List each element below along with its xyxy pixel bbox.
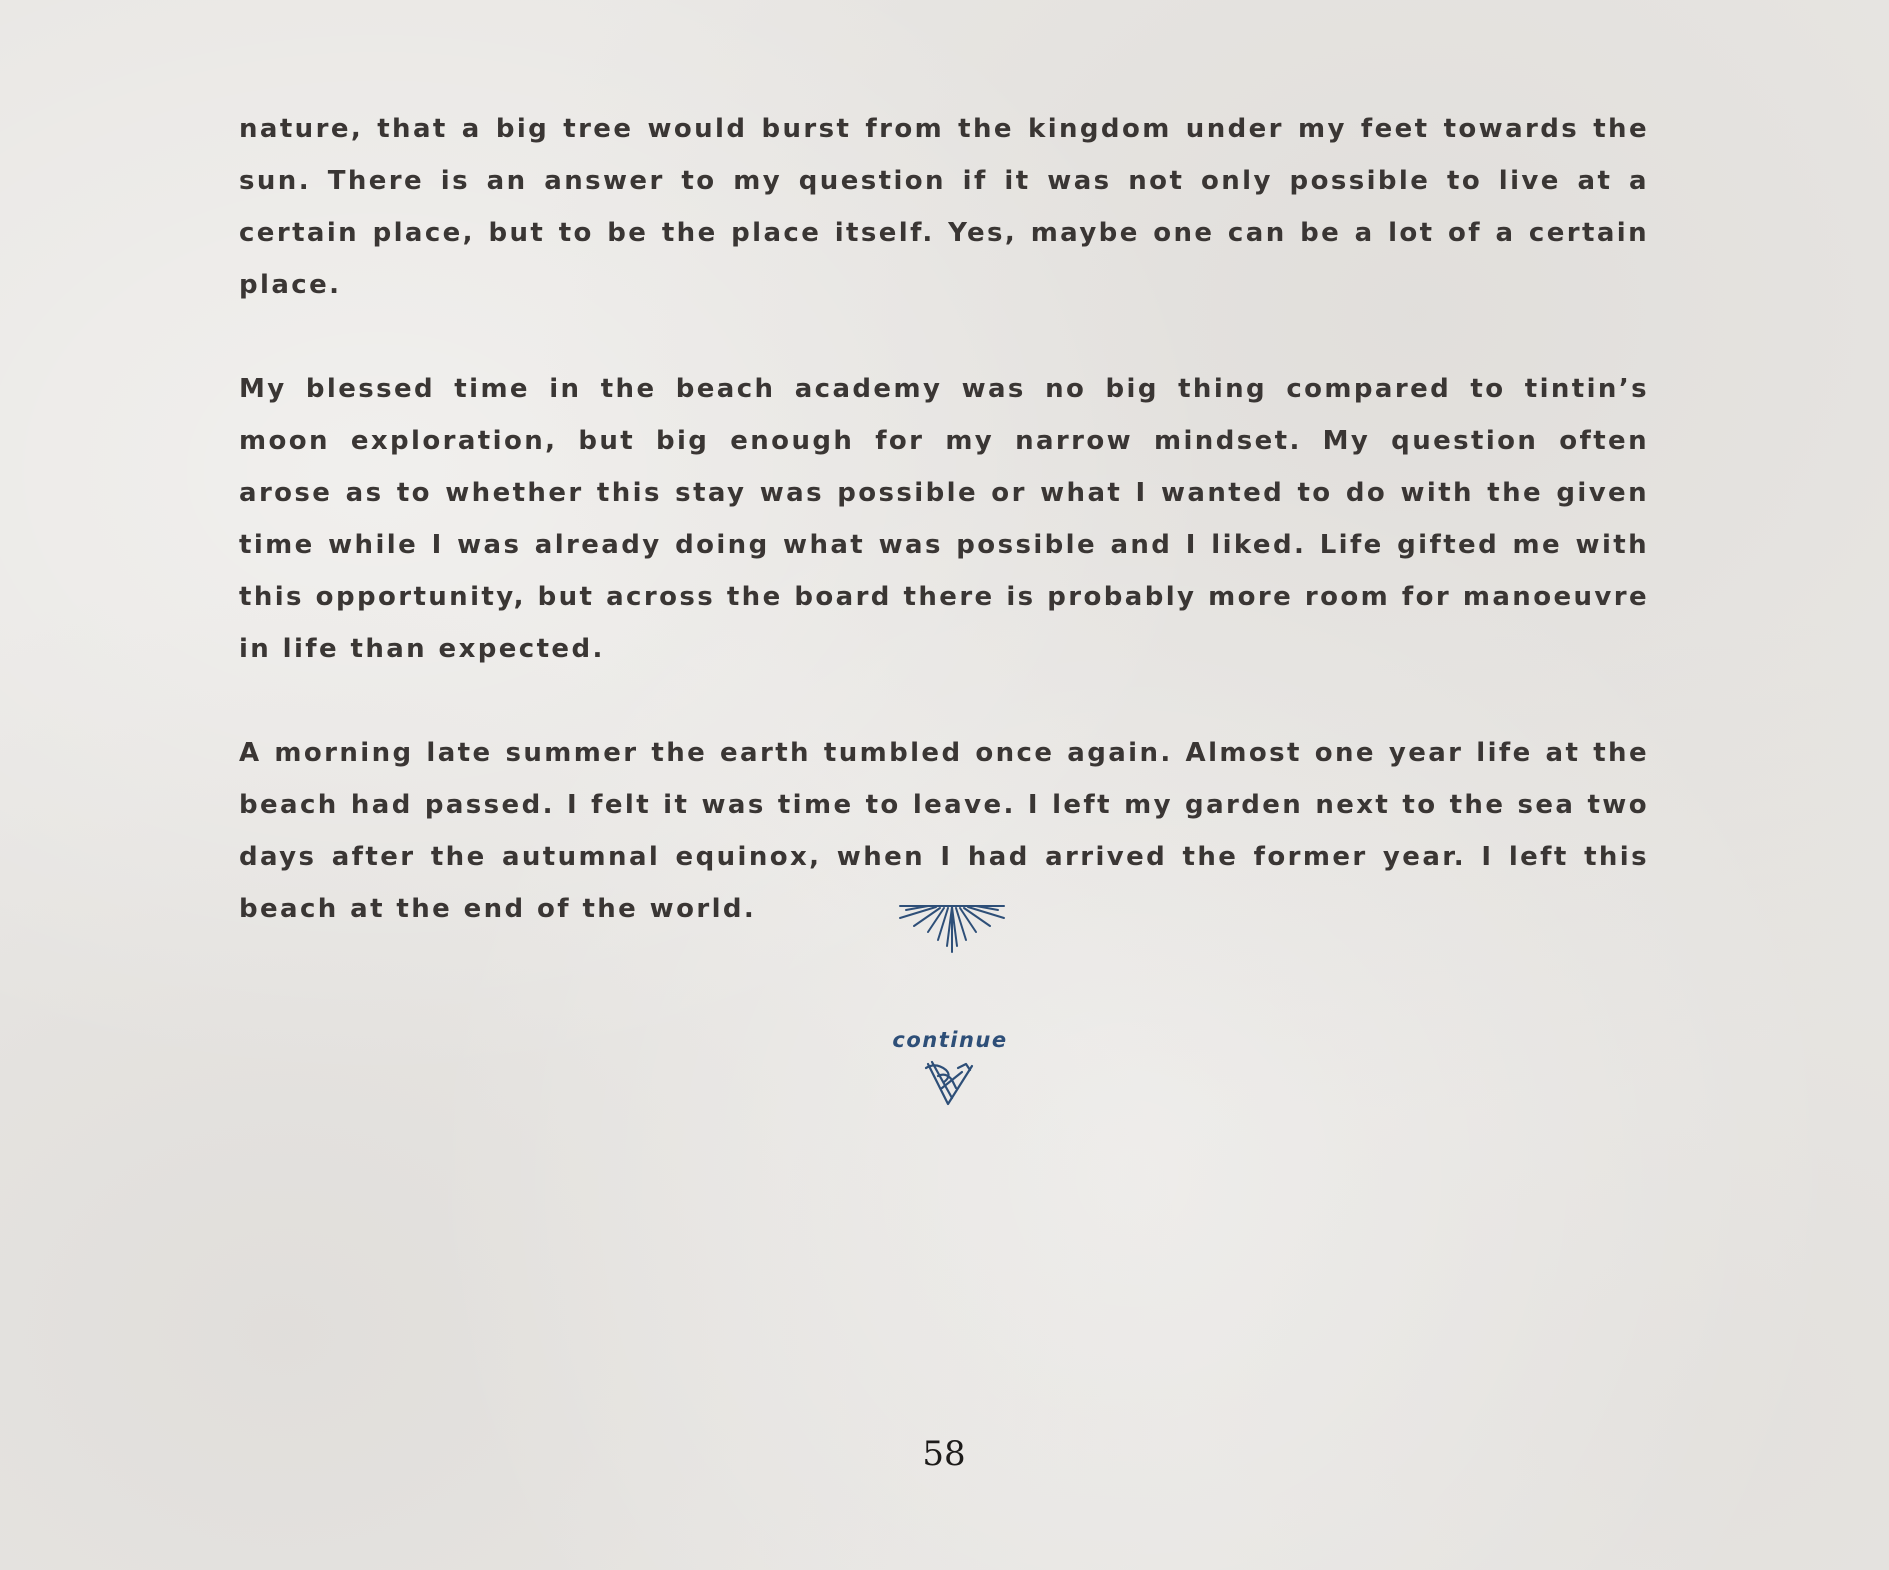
paragraph: A morning late summer the earth tumbled once again. Almost one year life at the beach had passed. I felt it was time to leave. I left my garden next to the sea two days after the autumnal equinox, when I had arrived the former year. I left this beach at the end of the world.	[239, 738, 1649, 924]
monogram-arrow-down-icon	[922, 1058, 978, 1108]
page-number: 58	[922, 1434, 966, 1474]
continue-link[interactable]	[870, 1028, 1030, 1108]
body-text	[239, 103, 1649, 987]
sunburst-divider-icon	[898, 904, 1006, 954]
continue-label: continue	[892, 1028, 1008, 1052]
paragraph: My blessed time in the beach academy was no big thing compared to tintin’s moon exploration, but big enough for my narrow mindset. My question often arose as to whether this stay was possible or what I wanted to do with the given time while I was already doing what was possible and I liked. Life gifted me with this opportunity, but across the board there is probably more room for manoeuvre in life than expected.	[239, 374, 1649, 664]
paragraph: nature, that a big tree would burst from the kingdom under my feet towards the sun. There is an answer to my question if it was not only possible to live at a certain place, but to be the place itself. Yes, maybe one can be a lot of a certain place.	[239, 114, 1649, 300]
